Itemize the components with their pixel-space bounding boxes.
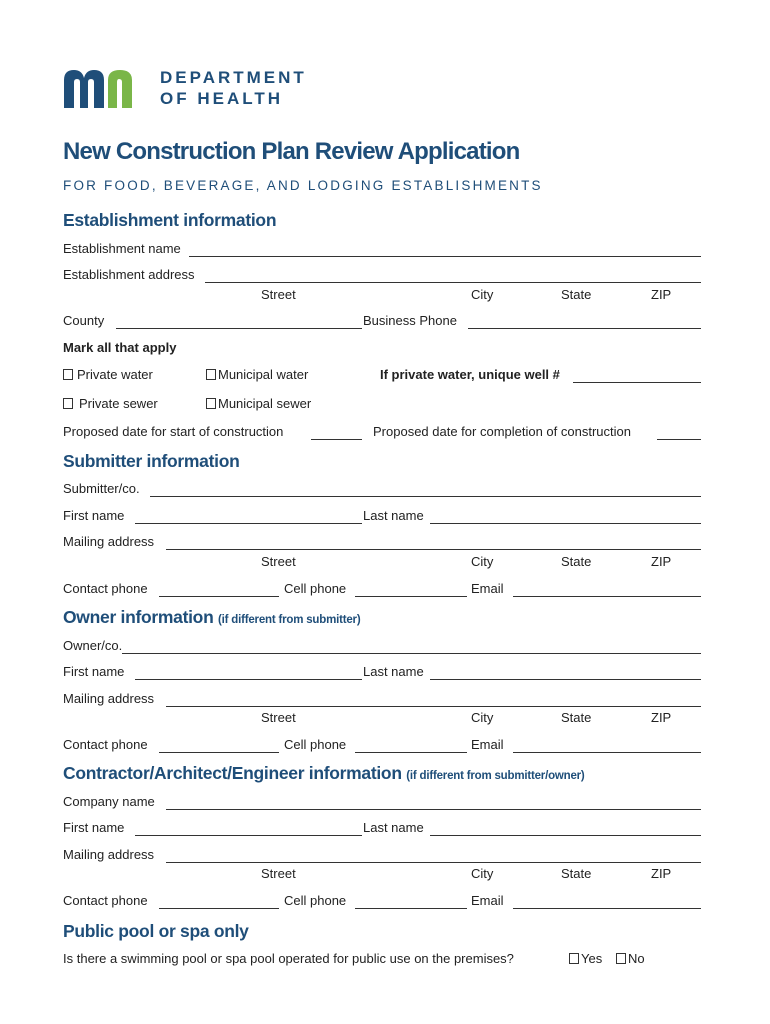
owner-mailing-label: Mailing address — [63, 691, 155, 706]
owner-contact-phone-label: Contact phone — [63, 737, 148, 752]
municipal-water-label: Municipal water — [218, 367, 309, 382]
submitter-last-name-field[interactable] — [430, 523, 701, 524]
city-caption: City — [471, 866, 494, 881]
municipal-water-checkbox[interactable] — [206, 369, 216, 380]
logo-line-1: DEPARTMENT — [160, 68, 307, 87]
submitter-company-field[interactable] — [150, 496, 701, 497]
contractor-first-name-field[interactable] — [135, 835, 362, 836]
completion-date-field[interactable] — [657, 439, 701, 440]
zip-caption: ZIP — [651, 866, 672, 881]
municipal-water-option[interactable] — [206, 367, 308, 383]
establishment-name-field[interactable] — [189, 256, 701, 257]
pool-yes-label: Yes — [581, 951, 603, 966]
zip-caption: ZIP — [651, 554, 672, 569]
municipal-sewer-label: Municipal sewer — [218, 396, 312, 411]
municipal-sewer-checkbox[interactable] — [206, 398, 216, 409]
owner-heading-note: (if different from submitter) — [218, 614, 361, 626]
owner-contact-phone-field[interactable] — [159, 752, 279, 753]
well-number-field[interactable] — [573, 382, 701, 383]
submitter-first-name-field[interactable] — [135, 523, 362, 524]
submitter-contact-phone-label: Contact phone — [63, 581, 148, 596]
contractor-first-name-label: First name — [63, 820, 125, 835]
street-caption: Street — [261, 710, 296, 725]
establishment-name-label: Establishment name — [63, 241, 181, 256]
owner-heading — [63, 606, 360, 631]
contractor-mailing-label: Mailing address — [63, 847, 155, 862]
business-phone-field[interactable] — [468, 328, 701, 329]
logo-line-2: OF HEALTH — [160, 89, 284, 108]
state-caption: State — [561, 866, 592, 881]
owner-cell-phone-label: Cell phone — [284, 737, 347, 752]
business-phone-label: Business Phone — [363, 313, 457, 328]
private-sewer-checkbox[interactable] — [63, 398, 73, 409]
establishment-heading: Establishment information — [63, 210, 277, 230]
owner-last-name-label: Last name — [363, 664, 424, 679]
contractor-company-label: Company name — [63, 794, 155, 809]
start-date-field[interactable] — [311, 439, 362, 440]
submitter-cell-phone-field[interactable] — [355, 596, 467, 597]
page-subtitle: FOR FOOD, BEVERAGE, AND LODGING ESTABLISHMENTS — [63, 178, 543, 193]
city-caption: City — [471, 554, 494, 569]
mark-all-label: Mark all that apply — [63, 340, 177, 355]
contractor-heading — [63, 762, 585, 787]
owner-last-name-field[interactable] — [430, 679, 701, 680]
private-sewer-label: Private sewer — [79, 396, 158, 411]
pool-heading: Public pool or spa only — [63, 921, 249, 941]
submitter-email-field[interactable] — [513, 596, 701, 597]
contractor-last-name-field[interactable] — [430, 835, 701, 836]
submitter-mailing-label: Mailing address — [63, 534, 155, 549]
pool-no-option[interactable] — [616, 951, 645, 967]
street-caption: Street — [261, 554, 296, 569]
submitter-contact-phone-field[interactable] — [159, 596, 279, 597]
owner-cell-phone-field[interactable] — [355, 752, 467, 753]
contractor-contact-phone-field[interactable] — [159, 908, 279, 909]
owner-first-name-label: First name — [63, 664, 125, 679]
owner-heading-text: Owner information — [63, 607, 214, 627]
private-sewer-option[interactable] — [63, 396, 158, 412]
state-caption: State — [561, 554, 592, 569]
contractor-email-label: Email — [471, 893, 504, 908]
zip-caption: ZIP — [651, 710, 672, 725]
establishment-address-label: Establishment address — [63, 267, 195, 282]
owner-company-field[interactable] — [122, 653, 701, 654]
city-caption: City — [471, 287, 494, 302]
contractor-cell-phone-label: Cell phone — [284, 893, 347, 908]
city-caption: City — [471, 710, 494, 725]
submitter-cell-phone-label: Cell phone — [284, 581, 347, 596]
contractor-heading-text: Contractor/Architect/Engineer information — [63, 763, 402, 783]
zip-caption: ZIP — [651, 287, 672, 302]
submitter-mailing-field[interactable] — [166, 549, 701, 550]
submitter-email-label: Email — [471, 581, 504, 596]
well-number-label: If private water, unique well # — [380, 367, 560, 382]
contractor-heading-note: (if different from submitter/owner) — [406, 770, 585, 782]
pool-question: Is there a swimming pool or spa pool operated for public use on the premises? — [63, 951, 514, 966]
street-caption: Street — [261, 866, 296, 881]
owner-mailing-field[interactable] — [166, 706, 701, 707]
contractor-company-field[interactable] — [166, 809, 701, 810]
owner-email-field[interactable] — [513, 752, 701, 753]
county-field[interactable] — [116, 328, 362, 329]
submitter-first-name-label: First name — [63, 508, 125, 523]
owner-email-label: Email — [471, 737, 504, 752]
contractor-last-name-label: Last name — [363, 820, 424, 835]
pool-yes-option[interactable] — [569, 951, 602, 967]
contractor-cell-phone-field[interactable] — [355, 908, 467, 909]
owner-first-name-field[interactable] — [135, 679, 362, 680]
state-caption: State — [561, 710, 592, 725]
private-water-option[interactable] — [63, 367, 153, 383]
pool-no-label: No — [628, 951, 645, 966]
submitter-heading: Submitter information — [63, 451, 240, 471]
mdh-logo — [62, 66, 322, 112]
establishment-address-field[interactable] — [205, 282, 701, 283]
page-title: New Construction Plan Review Application — [63, 138, 520, 165]
contractor-contact-phone-label: Contact phone — [63, 893, 148, 908]
pool-no-checkbox[interactable] — [616, 953, 626, 964]
private-water-checkbox[interactable] — [63, 369, 73, 380]
start-date-label: Proposed date for start of construction — [63, 424, 284, 439]
contractor-email-field[interactable] — [513, 908, 701, 909]
county-label: County — [63, 313, 105, 328]
state-caption: State — [561, 287, 592, 302]
submitter-last-name-label: Last name — [363, 508, 424, 523]
pool-yes-checkbox[interactable] — [569, 953, 579, 964]
completion-date-label: Proposed date for completion of construction — [373, 424, 631, 439]
mn-logo-mark-icon — [62, 66, 152, 110]
submitter-company-label: Submitter/co. — [63, 481, 140, 496]
contractor-mailing-field[interactable] — [166, 862, 701, 863]
street-caption: Street — [261, 287, 296, 302]
municipal-sewer-option[interactable] — [206, 396, 311, 412]
private-water-label: Private water — [77, 367, 153, 382]
owner-company-label: Owner/co. — [63, 638, 123, 653]
